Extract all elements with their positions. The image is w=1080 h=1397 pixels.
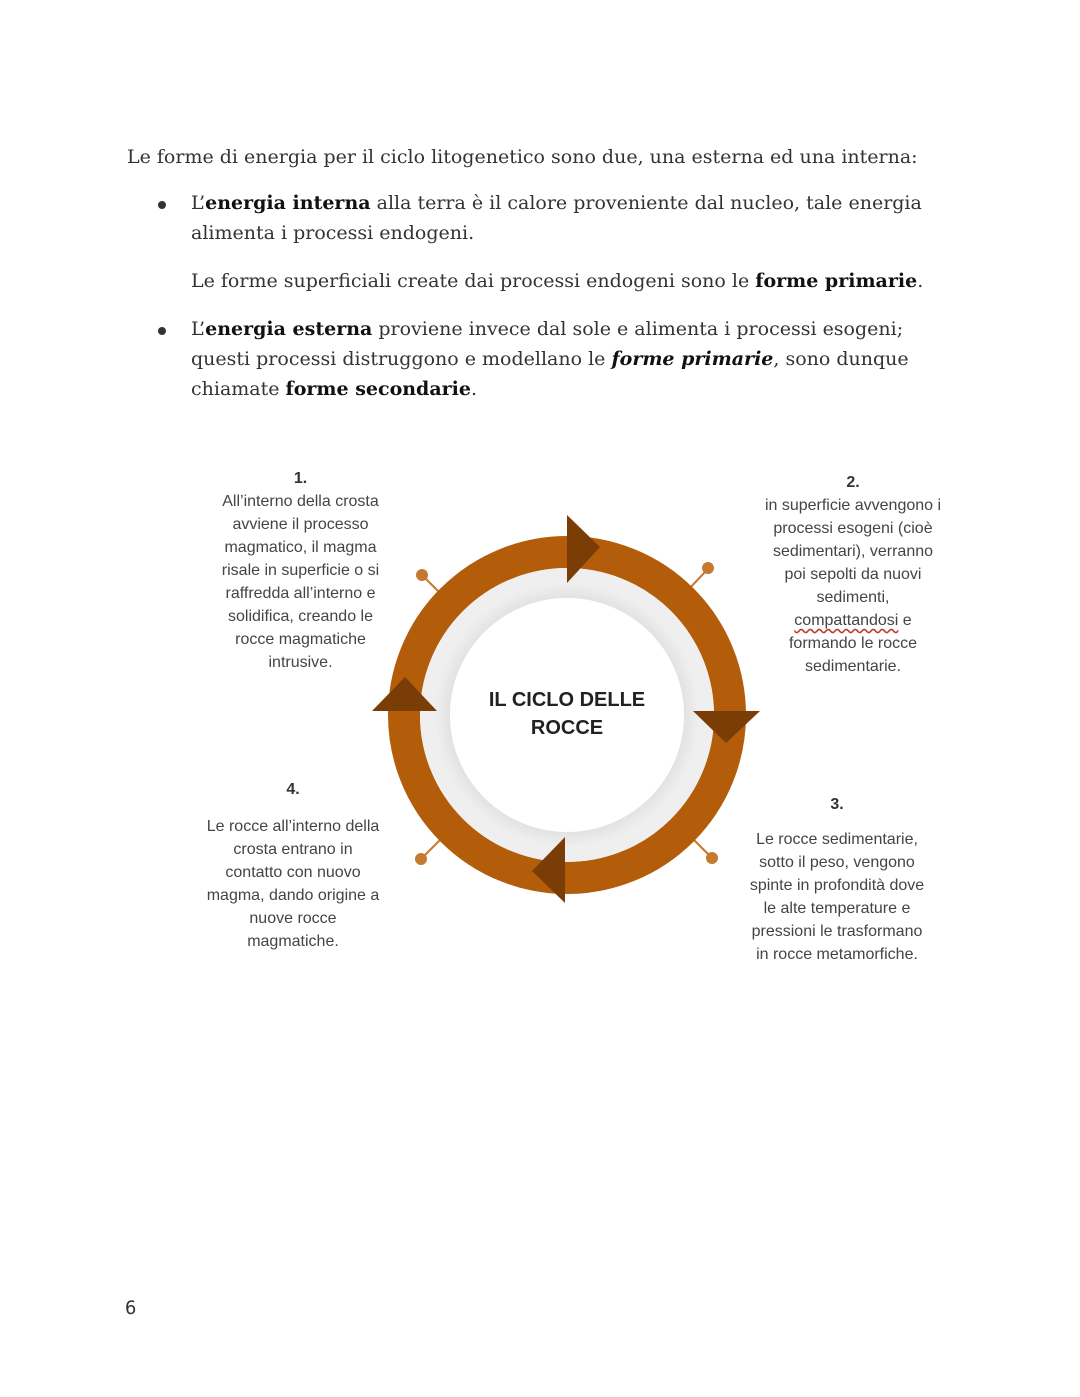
step-number: 2. [846,474,860,491]
forme-primarie-italic: forme primarie [611,348,774,370]
bullet-dot-icon [158,201,166,209]
step-text: All’interno della crosta avviene il processo magmatico, il magma risale in superficie o si raffredda all’interno e solidifica, creando le rocce magmatiche intrusive. [221,493,380,671]
pin-dot-icon [416,854,426,864]
step-number: 1. [293,470,308,487]
bullet-energia-esterna [156,314,946,404]
forme-secondarie-term: forme secondarie [285,378,471,400]
pin-dot-icon [417,570,427,580]
pin-dot-icon [707,853,717,863]
spellcheck-underlined-word: compattandosi [794,612,899,629]
energia-interna-text: L’energia interna alla terra è il calore proveniente dal nucleo, tale energia alimenta i processi endogeni. [191,192,922,244]
step-text: in superficie avvengono i processi esogeni (cioè sedimentari), verranno poi sepolti da nuovi sedimenti, compattandosi e formando le rocce sedimentarie. [764,497,942,675]
forme-primarie-term: forme primarie [755,270,918,292]
step-2-box [764,471,942,678]
energia-esterna-text: L’energia esterna proviene invece dal sole e alimenta i processi esogeni; questi processi distruggono e modellano le forme primarie, sono dunque chiamate forme secondarie. [191,318,909,400]
step-4-box [204,778,382,953]
page-number: 6 [125,1297,137,1319]
pin-dot-icon [703,563,713,573]
step-1-box [208,467,393,674]
energia-interna-term: energia interna [205,192,371,214]
energia-esterna-term: energia esterna [205,318,373,340]
intro-paragraph: Le forme di energia per il ciclo litogenetico sono due, una esterna ed una interna: [127,146,918,168]
diagram-title: IL CICLO DELLE ROCCE [488,689,646,739]
bullet-energia-interna [156,188,946,296]
step-number: 4. [286,781,300,798]
bullet-dot-icon [158,327,166,335]
energy-list [156,188,946,404]
step-3-box [746,793,928,966]
step-text: Le rocce all’interno della crosta entrano in contatto con nuovo magma, dando origine a nuove rocce magmatiche. [206,818,380,950]
step-number: 3. [830,796,844,813]
forme-primarie-note: Le forme superficiali create dai processi endogeni sono le forme primarie. [191,270,924,292]
step-text: Le rocce sedimentarie, sotto il peso, vengono spinte in profondità dove le alte temperature e pressioni le trasformano in rocce metamorfiche. [749,831,925,963]
